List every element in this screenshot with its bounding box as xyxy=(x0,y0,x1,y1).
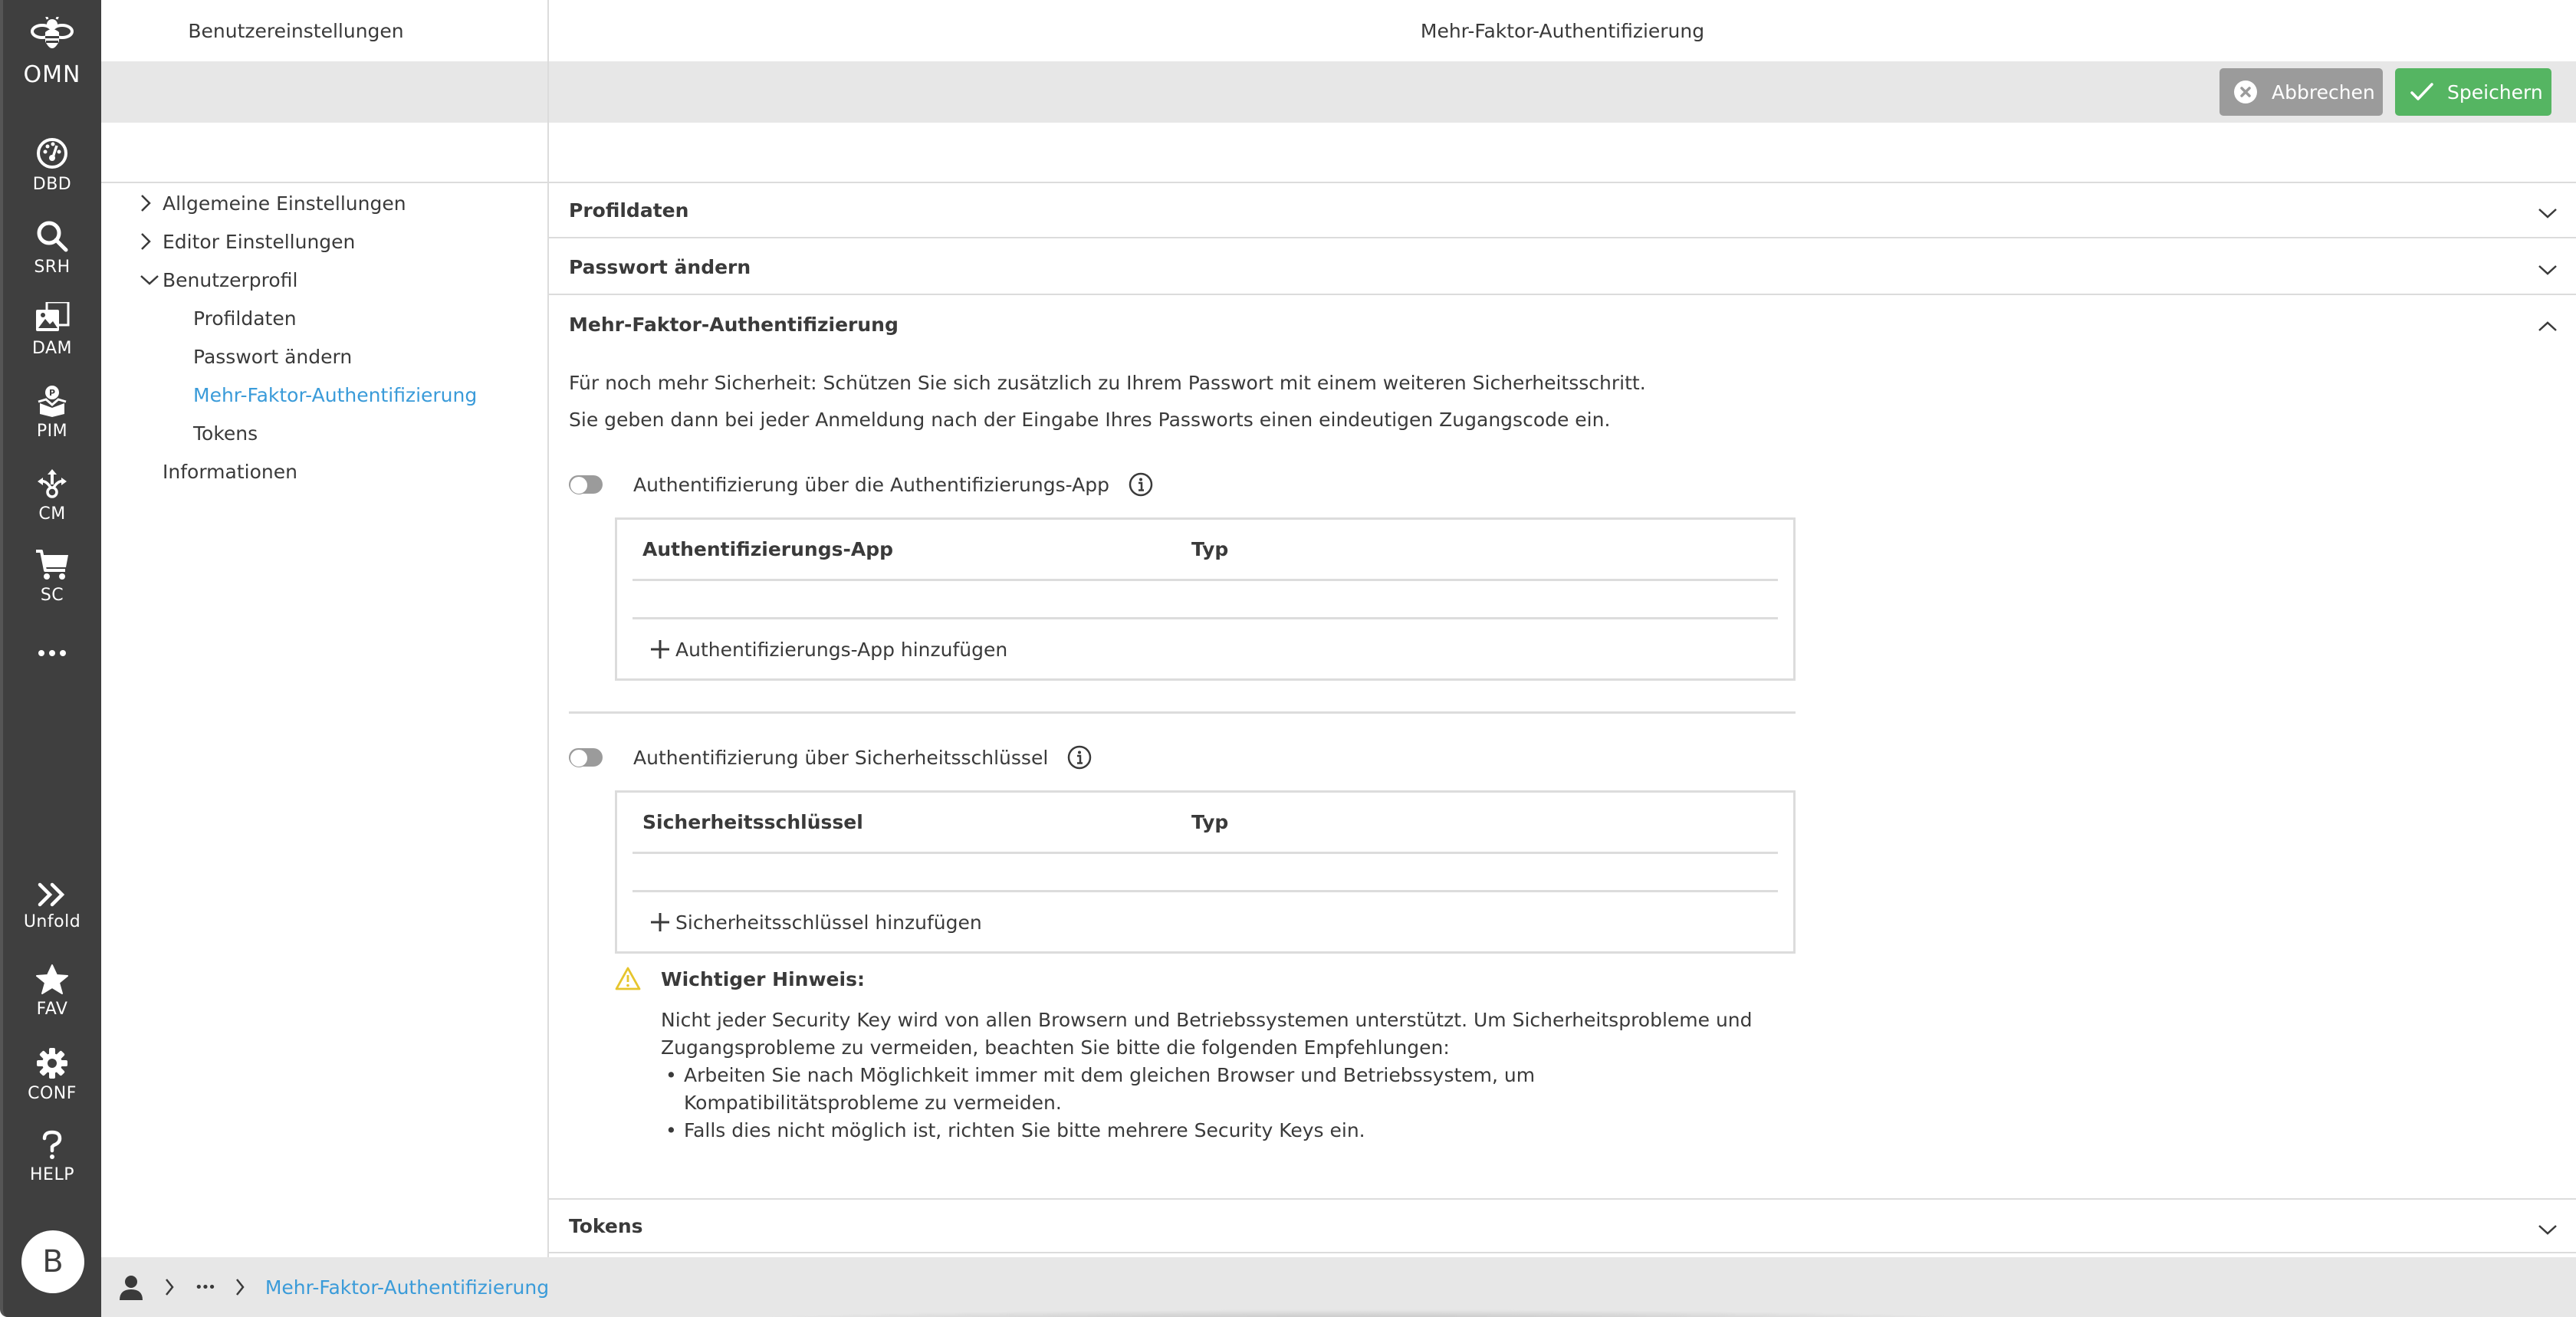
column-header-typ: Typ xyxy=(1191,537,1229,560)
tree-label: Editor Einstellungen xyxy=(163,230,356,253)
warning-icon xyxy=(615,967,641,991)
action-toolbar xyxy=(101,61,2576,123)
section-divider xyxy=(569,711,1796,714)
more-dots-icon xyxy=(37,649,67,658)
chevron-down-icon xyxy=(2538,1218,2558,1240)
key-auth-toggle-label: Authentifizierung über Sicherheitsschlüssel xyxy=(633,746,1049,769)
rail-label-unfold: Unfold xyxy=(23,912,81,931)
key-auth-toggle-row[interactable] xyxy=(569,742,1092,773)
chevron-down-icon[interactable] xyxy=(140,274,163,286)
breadcrumb xyxy=(101,1257,2576,1317)
rail-item-unfold[interactable] xyxy=(3,882,101,931)
info-icon[interactable] xyxy=(1128,471,1154,498)
add-security-key-label: Sicherheitsschlüssel hinzufügen xyxy=(675,911,982,934)
mfa-intro-line-1: Für noch mehr Sicherheit: Schützen Sie sich zusätzlich zu Ihrem Passwort mit einem weiteren Sicherheitsschritt. xyxy=(569,372,1646,394)
app-rail xyxy=(0,0,101,1317)
info-icon[interactable] xyxy=(1066,744,1092,770)
section-mehr-faktor-authentifizierung[interactable] xyxy=(549,297,2576,352)
user-icon[interactable] xyxy=(118,1274,144,1300)
tree-item-mehr-faktor-authentifizierung[interactable] xyxy=(193,379,477,410)
chevron-down-icon xyxy=(2538,202,2558,224)
breadcrumb-current[interactable]: Mehr-Faktor-Authentifizierung xyxy=(264,1276,550,1299)
notice-title-row xyxy=(615,967,865,991)
tree-item-passwort-aendern[interactable] xyxy=(193,341,352,372)
column-header-key: Sicherheitsschlüssel xyxy=(642,810,863,833)
cancel-label: Abbrechen xyxy=(2272,80,2375,103)
key-auth-toggle[interactable] xyxy=(569,748,603,767)
tree-item-allgemeine-einstellungen[interactable] xyxy=(163,188,406,218)
rail-item-conf[interactable] xyxy=(3,1047,101,1103)
footer-shadow xyxy=(715,1309,2019,1317)
column-header-typ: Typ xyxy=(1191,810,1229,833)
app-auth-toggle-label: Authentifizierung über die Authentifizierungs-App xyxy=(633,473,1109,496)
omn-logo[interactable] xyxy=(3,17,101,88)
app-auth-table xyxy=(615,517,1796,681)
notice-body-line-2: Zugangsprobleme zu vermeiden, beachten Sie bitte die folgenden Empfehlungen: xyxy=(661,1036,1450,1059)
tree-label: Tokens xyxy=(193,422,258,445)
rail-label-conf: CONF xyxy=(28,1084,77,1103)
add-auth-app-button[interactable] xyxy=(649,630,1007,668)
close-circle-icon xyxy=(2233,80,2258,104)
column-header-app: Authentifizierungs-App xyxy=(642,537,893,560)
tree-label: Informationen xyxy=(163,460,297,483)
app-auth-toggle[interactable] xyxy=(569,475,603,494)
save-label: Speichern xyxy=(2447,80,2543,103)
tree-item-informationen[interactable] xyxy=(163,456,297,487)
table-header-divider xyxy=(632,852,1778,854)
rail-item-more[interactable] xyxy=(3,649,101,658)
rail-item-fav[interactable] xyxy=(3,964,101,1019)
page-title: Mehr-Faktor-Authentifizierung xyxy=(1420,19,1705,42)
notice-recommendations xyxy=(661,1062,1765,1145)
add-auth-app-label: Authentifizierungs-App hinzufügen xyxy=(675,638,1008,661)
chevron-right-icon[interactable] xyxy=(140,193,163,213)
mfa-intro-line-2: Sie geben dann bei jeder Anmeldung nach der Eingabe Ihres Passworts einen eindeutigen Zugangscode ein. xyxy=(569,409,1611,431)
checkmark-icon xyxy=(2410,82,2433,102)
breadcrumb-ellipsis[interactable]: ••• xyxy=(195,1279,215,1296)
rail-label-help: HELP xyxy=(30,1165,74,1184)
table-footer-divider xyxy=(632,890,1778,892)
chevron-right-icon xyxy=(164,1277,175,1297)
recommendation-item: • Falls dies nicht möglich ist, richten Sie bitte mehrere Security Keys ein. xyxy=(661,1117,1765,1145)
security-key-table xyxy=(615,790,1796,954)
recommendation-item: • Arbeiten Sie nach Möglichkeit immer mit dem gleichen Browser und Betriebssystem, um Kompatibilitätsprobleme zu vermeiden. xyxy=(661,1062,1765,1117)
logo-label: OMN xyxy=(23,61,81,88)
table-footer-divider xyxy=(632,617,1778,619)
rail-item-sc[interactable] xyxy=(3,549,101,605)
rail-label-cm: CM xyxy=(38,504,66,524)
rail-label-sc: SC xyxy=(40,586,64,605)
image-film-icon xyxy=(34,302,70,334)
dashboard-gauge-icon xyxy=(35,136,69,170)
tree-label: Allgemeine Einstellungen xyxy=(163,192,406,215)
branch-arrows-icon xyxy=(37,468,67,500)
notice-body xyxy=(661,1007,1765,1145)
rail-label-dam: DAM xyxy=(31,339,73,358)
section-tokens[interactable] xyxy=(549,1198,2576,1253)
chevron-right-icon[interactable] xyxy=(140,232,163,251)
section-passwort-aendern[interactable] xyxy=(549,240,2576,295)
product-box-icon xyxy=(37,385,67,417)
bee-logo-icon xyxy=(29,17,75,57)
tree-label: Passwort ändern xyxy=(193,345,353,368)
rail-item-dbd[interactable] xyxy=(3,136,101,194)
gear-icon xyxy=(36,1047,68,1079)
section-title: Passwort ändern xyxy=(569,255,751,278)
star-icon xyxy=(36,964,68,995)
settings-panel-title: Benutzereinstellungen xyxy=(188,19,404,42)
section-profildaten[interactable] xyxy=(549,183,2576,238)
tree-label: Benutzerprofil xyxy=(163,268,298,291)
rail-item-srh[interactable] xyxy=(3,219,101,277)
tree-item-tokens[interactable] xyxy=(193,418,258,448)
notice-body-line-1: Nicht jeder Security Key wird von allen Browsern und Betriebssystemen unterstützt. Um Sicherheitsprobleme und xyxy=(661,1009,1753,1031)
tree-label: Profildaten xyxy=(193,307,297,330)
section-title: Tokens xyxy=(569,1214,643,1237)
tree-item-benutzerprofil[interactable] xyxy=(163,264,297,295)
chevron-down-icon xyxy=(2538,258,2558,281)
double-chevron-right-icon xyxy=(37,882,67,908)
cancel-button[interactable] xyxy=(2220,68,2383,116)
tree-label: Mehr-Faktor-Authentifizierung xyxy=(193,383,478,406)
user-avatar[interactable]: B xyxy=(21,1230,84,1293)
tree-item-profildaten[interactable] xyxy=(193,303,297,333)
rail-item-dam[interactable] xyxy=(3,302,101,358)
notice-title: Wichtiger Hinweis: xyxy=(661,967,865,990)
app-auth-toggle-row[interactable] xyxy=(569,469,1154,500)
rail-item-pim[interactable] xyxy=(3,385,101,441)
add-security-key-button[interactable] xyxy=(649,903,982,941)
chevron-right-icon xyxy=(235,1277,245,1297)
rail-label-srh: SRH xyxy=(34,258,71,277)
plus-icon xyxy=(649,639,671,660)
table-header-divider xyxy=(632,579,1778,581)
rail-item-help[interactable] xyxy=(3,1130,101,1184)
chevron-up-icon xyxy=(2538,315,2558,337)
tree-item-editor-einstellungen[interactable] xyxy=(163,226,355,257)
rail-label-dbd: DBD xyxy=(32,175,72,194)
rail-label-pim: PIM xyxy=(36,422,68,441)
section-title: Profildaten xyxy=(569,199,689,222)
svg-text:P: P xyxy=(48,388,56,398)
question-icon xyxy=(41,1130,64,1161)
cart-icon xyxy=(34,549,70,581)
plus-icon xyxy=(649,911,671,933)
save-button[interactable] xyxy=(2395,68,2551,116)
search-icon xyxy=(35,219,69,253)
section-title: Mehr-Faktor-Authentifizierung xyxy=(569,313,899,336)
rail-item-cm[interactable] xyxy=(3,468,101,524)
rail-label-fav: FAV xyxy=(36,1000,68,1019)
